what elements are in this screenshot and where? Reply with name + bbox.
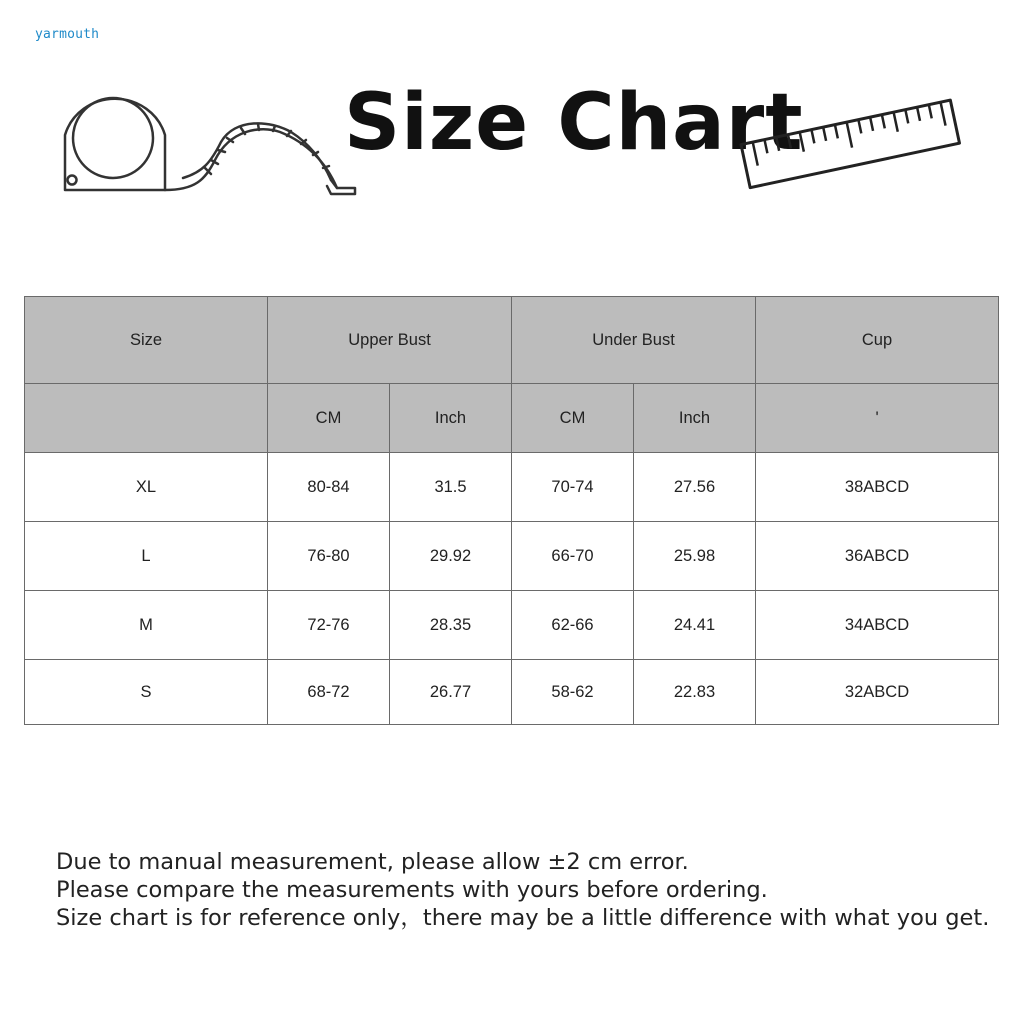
subheader-cell: Inch — [390, 384, 512, 453]
ruler-icon — [736, 86, 962, 190]
table-cell: L — [25, 522, 268, 591]
table-header-row — [25, 297, 999, 384]
subheader-cell: ' — [756, 384, 999, 453]
subheader-cell: CM — [268, 384, 390, 453]
table-cell: 28.35 — [390, 591, 512, 660]
note-line: Size chart is for reference only，there may be a little difference with what you get. — [56, 905, 990, 931]
table-row — [25, 522, 999, 591]
size-table — [24, 296, 999, 725]
brand-logo: yarmouth — [35, 27, 100, 42]
subheader-cell: Inch — [634, 384, 756, 453]
table-cell: 22.83 — [634, 660, 756, 725]
table-cell: 36ABCD — [756, 522, 999, 591]
table-cell: 80-84 — [268, 453, 390, 522]
table-cell: XL — [25, 453, 268, 522]
table-cell: 29.92 — [390, 522, 512, 591]
table-cell: 26.77 — [390, 660, 512, 725]
table-cell: 58-62 — [512, 660, 634, 725]
table-cell: 32ABCD — [756, 660, 999, 725]
table-cell: 72-76 — [268, 591, 390, 660]
table-cell: 34ABCD — [756, 591, 999, 660]
table-cell: 31.5 — [390, 453, 512, 522]
table-cell: 25.98 — [634, 522, 756, 591]
table-subheader-row — [25, 384, 999, 453]
table-cell: 38ABCD — [756, 453, 999, 522]
header-size: Size — [25, 297, 268, 384]
table-row — [25, 591, 999, 660]
table-cell: 76-80 — [268, 522, 390, 591]
table-cell: 27.56 — [634, 453, 756, 522]
table-cell: 24.41 — [634, 591, 756, 660]
table-row — [25, 453, 999, 522]
note-line: Due to manual measurement, please allow ±2 cm error. — [56, 849, 689, 875]
table-cell: 62-66 — [512, 591, 634, 660]
table-cell: S — [25, 660, 268, 725]
subheader-cell — [25, 384, 268, 453]
table-cell: M — [25, 591, 268, 660]
header-upper-bust: Upper Bust — [268, 297, 512, 384]
header-under-bust: Under Bust — [512, 297, 756, 384]
note-line: Please compare the measurements with yours before ordering. — [56, 877, 768, 903]
subheader-cell: CM — [512, 384, 634, 453]
page-title: Size Chart — [344, 78, 804, 168]
table-row — [25, 660, 999, 725]
notes-block — [56, 848, 989, 932]
tape-measure-icon — [55, 80, 365, 200]
table-cell: 68-72 — [268, 660, 390, 725]
table-cell: 70-74 — [512, 453, 634, 522]
table-cell: 66-70 — [512, 522, 634, 591]
header-cup: Cup — [756, 297, 999, 384]
